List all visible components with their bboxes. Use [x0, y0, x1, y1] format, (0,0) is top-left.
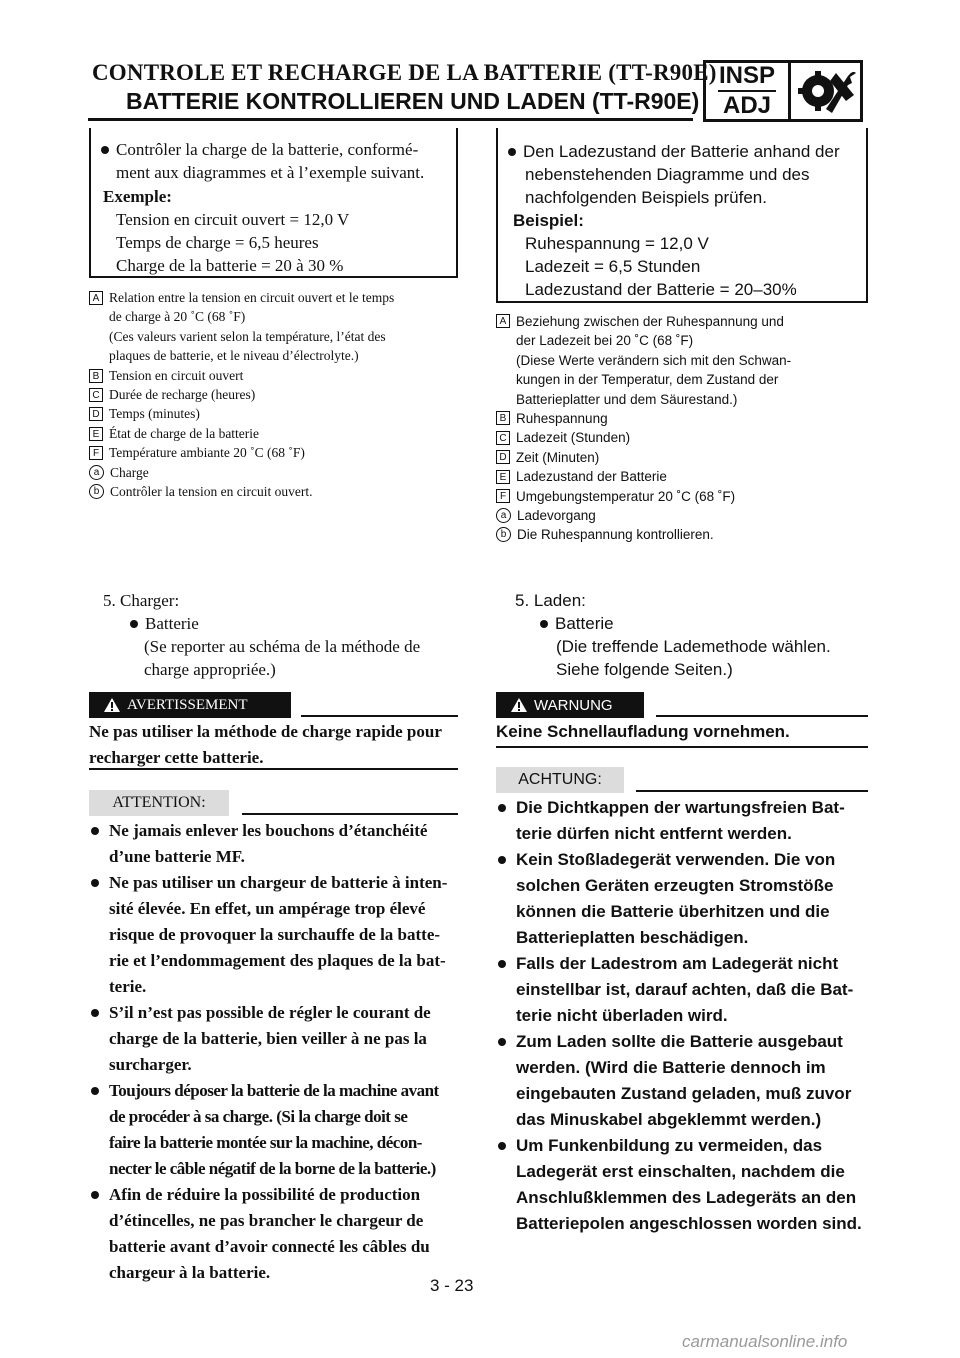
example-line-de-2: Ladezeit = 6,5 Stunden — [525, 257, 701, 276]
step-note-fr-1: (Se reporter au schéma de la méthode de — [144, 637, 421, 656]
step-note-fr-2: charge appropriée.) — [144, 660, 276, 679]
legend-item: der Ladezeit bei 20 ˚C (68 ˚F) — [516, 333, 694, 349]
legend-item: Batterieplatter und dem Säurestand.) — [516, 391, 738, 407]
warning-text-de: Keine Schnellaufladung vornehmen. — [496, 722, 790, 741]
caution-list-fr — [89, 818, 458, 1286]
legend-item: A Relation entre la tension en circuit ouvert et le temps — [89, 288, 459, 307]
legend-item: (Ces valeurs varient selon la température, l’état des — [109, 328, 386, 344]
example-box-fr — [89, 128, 458, 278]
badge-bottom: ADJ — [722, 92, 771, 119]
caution-item: Afin de réduire la possibilité de production d’étincelles, ne pas brancher le chargeur de batterie avant d’avoir connecté les câbles du chargeur à la batterie. — [89, 1182, 458, 1286]
example-line-de-1: Ruhespannung = 12,0 V — [525, 234, 709, 253]
legend-item: D Zeit (Minuten) — [496, 448, 868, 467]
step-item-fr: Batterie — [130, 612, 199, 636]
box-bullet-fr-cont: ment aux diagrammes et à l’exemple suivant. — [116, 163, 425, 182]
caution-list-de — [496, 795, 868, 1237]
bullet-dot-icon — [498, 960, 506, 968]
badge-top: INSP — [718, 62, 775, 89]
caution-rule-de — [636, 790, 868, 792]
warning-triangle-icon — [103, 697, 121, 713]
caution-item: Um Funkenbildung zu vermeiden, das Ladegerät erst einschalten, nachdem die Anschlußklemmen des Ladegeräts an den Batteriepolen angeschlossen worden sind. — [496, 1133, 868, 1237]
caution-item: Ne jamais enlever les bouchons d’étanchéité d’une batterie MF. — [89, 818, 458, 870]
warning-label-de: WARNUNG — [496, 692, 644, 718]
example-line-fr-3: Charge de la batterie = 20 à 30 % — [116, 256, 344, 275]
bullet-dot-icon — [101, 146, 109, 154]
legend-fr — [89, 288, 459, 501]
page-title-fr: CONTROLE ET RECHARGE DE LA BATTERIE (TT-R90E) — [92, 60, 717, 85]
bullet-dot-icon — [91, 879, 99, 887]
legend-item: de charge à 20 ˚C (68 ˚F) — [109, 309, 246, 325]
legend-item: B Ruhespannung — [496, 409, 868, 428]
example-box-de — [496, 128, 868, 303]
step-note-de-2: Siehe folgende Seiten.) — [556, 660, 733, 679]
box-bullet-de-cont-2: nachfolgenden Beispiels prüfen. — [525, 188, 767, 207]
legend-item: plaques de batterie, et le niveau d’électrolyte.) — [109, 348, 359, 364]
caution-item: Zum Laden sollte die Batterie ausgebaut werden. (Wird die Batterie dennoch im eingebauten Zustand geladen, muß zuvor das Minuskabel abgeklemmt werden.) — [496, 1029, 868, 1133]
caution-rule-fr — [242, 813, 458, 815]
caution-item: Falls der Ladestrom am Ladegerät nicht einstellbar ist, darauf achten, daß die Bat- terie nicht überladen wird. — [496, 951, 868, 1029]
caution-item: Ne pas utiliser un chargeur de batterie à inten- sité élevée. En effet, un ampérage trop élevé risque de provoquer la surchauffe de la batte- rie et l’endommagement des plaques de la bat- terie. — [89, 870, 458, 1000]
bullet-dot-icon — [91, 1191, 99, 1199]
example-line-fr-1: Tension en circuit ouvert = 12,0 V — [116, 210, 350, 229]
step-note-de-1: (Die treffende Lademethode wählen. — [556, 637, 831, 656]
example-label-fr: Exemple: — [103, 187, 172, 206]
warning-text-fr: Ne pas utiliser la méthode de charge rapide pour recharger cette batterie. — [89, 722, 442, 767]
legend-de — [496, 312, 868, 545]
header-rule — [88, 118, 693, 121]
warning-end-rule-de — [496, 746, 868, 748]
caution-item: Kein Stoßladegerät verwenden. Die von solchen Geräten erzeugten Stromstöße können die Batterie überhitzen und die Batterieplatten beschädigen. — [496, 847, 868, 951]
bullet-dot-icon — [498, 856, 506, 864]
legend-item: E État de charge de la batterie — [89, 424, 459, 443]
warning-rule-de — [656, 715, 868, 717]
page-title-de: BATTERIE KONTROLLIEREN UND LADEN (TT-R90E) — [126, 88, 700, 114]
legend-item: C Durée de recharge (heures) — [89, 385, 459, 404]
example-line-de-3: Ladezustand der Batterie = 20–30% — [525, 280, 797, 299]
legend-item: a Ladevorgang — [496, 506, 868, 525]
warning-label-fr: AVERTISSEMENT — [89, 692, 291, 718]
example-label-de: Beispiel: — [513, 211, 584, 230]
caution-label-de: ACHTUNG: — [496, 767, 624, 793]
bullet-dot-icon — [91, 1009, 99, 1017]
step-item-de: Batterie — [540, 612, 614, 636]
warning-triangle-icon — [510, 697, 528, 713]
bullet-dot-icon — [498, 804, 506, 812]
caution-label-fr: ATTENTION: — [89, 790, 229, 816]
insp-adj-badge — [703, 60, 863, 122]
wrench-gear-icon — [791, 63, 860, 119]
example-line-fr-2: Temps de charge = 6,5 heures — [116, 233, 319, 252]
step-5-fr: 5. Charger: — [103, 591, 180, 610]
bullet-dot-icon — [130, 620, 138, 628]
legend-item: kungen in der Temperatur, dem Zustand der — [516, 372, 779, 388]
box-bullet-de-cont-1: nebenstehenden Diagramme und des — [525, 165, 810, 184]
bullet-dot-icon — [91, 827, 99, 835]
legend-item: C Ladezeit (Stunden) — [496, 428, 868, 447]
warning-end-rule-fr — [89, 768, 458, 770]
legend-item: D Temps (minutes) — [89, 404, 459, 423]
legend-item: B Tension en circuit ouvert — [89, 366, 459, 385]
step-5-de: 5. Laden: — [515, 591, 586, 610]
caution-item: Die Dichtkappen der wartungsfreien Bat- terie dürfen nicht entfernt werden. — [496, 795, 868, 847]
page-number: 3 - 23 — [430, 1276, 474, 1295]
legend-item: F Température ambiante 20 ˚C (68 ˚F) — [89, 443, 459, 462]
caution-item: S’il n’est pas possible de régler le courant de charge de la batterie, bien veiller à ne pas la surcharger. — [89, 1000, 458, 1078]
warning-rule-fr — [301, 715, 458, 717]
bullet-dot-icon — [498, 1142, 506, 1150]
bullet-dot-icon — [498, 1038, 506, 1046]
legend-item: b Contrôler la tension en circuit ouvert. — [89, 482, 459, 501]
legend-item: b Die Ruhespannung kontrollieren. — [496, 525, 868, 544]
legend-item: E Ladezustand der Batterie — [496, 467, 868, 486]
legend-item: A Beziehung zwischen der Ruhespannung und — [496, 312, 868, 331]
box-bullet-de: Den Ladezustand der Batterie anhand der — [508, 140, 840, 163]
legend-item: (Diese Werte verändern sich mit den Schwan- — [516, 352, 792, 368]
bullet-dot-icon — [540, 620, 548, 628]
caution-item: Toujours déposer la batterie de la machine avant de procéder à sa charge. (Si la charge doit se faire la batterie montée sur la machine, décon- necter le câble négatif de la borne de la batterie.) — [89, 1078, 458, 1182]
insp-adj-text — [706, 63, 791, 119]
bullet-dot-icon — [508, 148, 516, 156]
bullet-dot-icon — [91, 1087, 99, 1095]
watermark: carmanualsonline.info — [682, 1332, 848, 1351]
legend-item: F Umgebungstemperatur 20 ˚C (68 ˚F) — [496, 487, 868, 506]
box-bullet-fr: Contrôler la charge de la batterie, conformé- — [101, 138, 418, 161]
legend-item: a Charge — [89, 463, 459, 482]
